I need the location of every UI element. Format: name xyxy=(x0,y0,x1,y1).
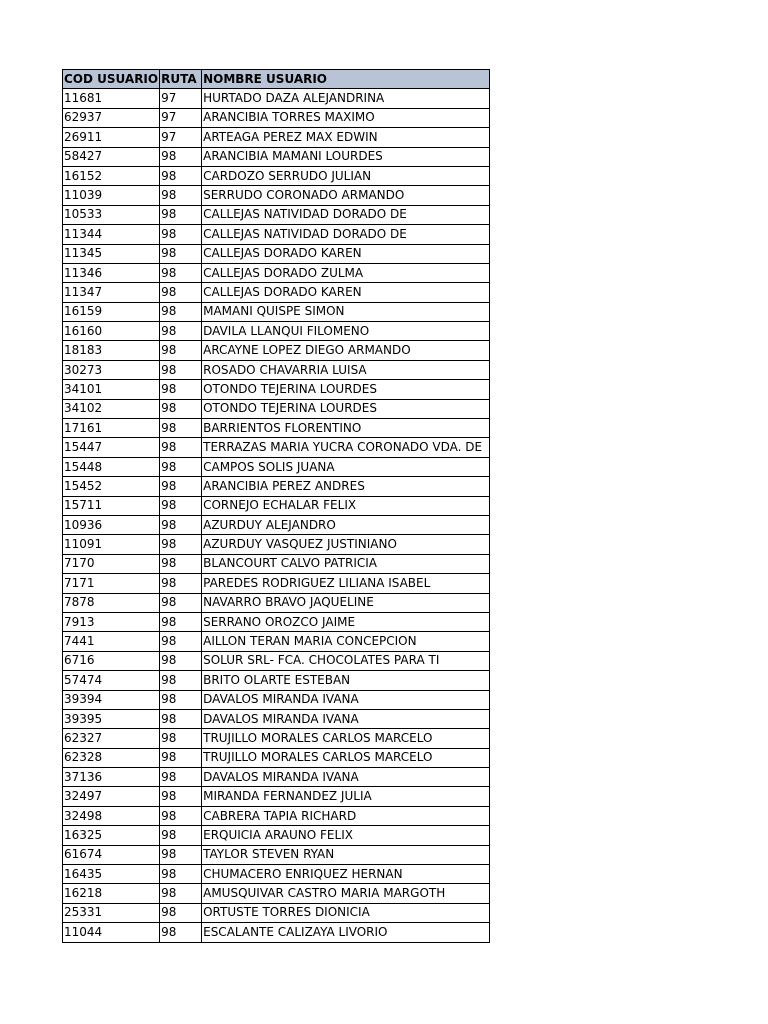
table-row xyxy=(63,147,490,166)
cell-ruta[interactable]: 98 xyxy=(160,535,202,554)
cell-nombre-usuario[interactable]: ARANCIBIA PEREZ ANDRES xyxy=(202,477,490,496)
cell-nombre-usuario[interactable]: TRUJILLO MORALES CARLOS MARCELO xyxy=(202,729,490,748)
table-row xyxy=(63,166,490,185)
cell-cod-usuario[interactable]: 25331 xyxy=(63,903,160,922)
cell-nombre-usuario[interactable]: CABRERA TAPIA RICHARD xyxy=(202,806,490,825)
cell-nombre-usuario[interactable]: BLANCOURT CALVO PATRICIA xyxy=(202,554,490,573)
cell-nombre-usuario[interactable]: DAVALOS MIRANDA IVANA xyxy=(202,690,490,709)
cell-cod-usuario[interactable]: 58427 xyxy=(63,147,160,166)
cell-nombre-usuario[interactable]: CALLEJAS DORADO KAREN xyxy=(202,244,490,263)
cell-nombre-usuario[interactable]: ORTUSTE TORRES DIONICIA xyxy=(202,903,490,922)
cell-nombre-usuario[interactable]: AZURDUY VASQUEZ JUSTINIANO xyxy=(202,535,490,554)
header-ruta[interactable]: RUTA xyxy=(160,70,202,89)
cell-cod-usuario[interactable]: 11347 xyxy=(63,283,160,302)
cell-ruta[interactable]: 98 xyxy=(160,244,202,263)
cell-cod-usuario[interactable]: 62937 xyxy=(63,108,160,127)
cell-cod-usuario[interactable]: 10936 xyxy=(63,515,160,534)
cell-cod-usuario[interactable]: 16160 xyxy=(63,322,160,341)
cell-ruta[interactable]: 98 xyxy=(160,865,202,884)
cell-ruta[interactable]: 98 xyxy=(160,612,202,631)
cell-cod-usuario[interactable]: 11345 xyxy=(63,244,160,263)
table-row xyxy=(63,360,490,379)
table-row xyxy=(63,399,490,418)
cell-nombre-usuario[interactable]: AILLON TERAN MARIA CONCEPCION xyxy=(202,632,490,651)
table-row xyxy=(63,89,490,108)
header-cod-usuario[interactable]: COD USUARIO xyxy=(63,70,160,89)
cell-cod-usuario[interactable]: 16159 xyxy=(63,302,160,321)
cell-ruta[interactable]: 98 xyxy=(160,166,202,185)
cell-nombre-usuario[interactable]: ARANCIBIA MAMANI LOURDES xyxy=(202,147,490,166)
cell-nombre-usuario[interactable]: CALLEJAS NATIVIDAD DORADO DE xyxy=(202,205,490,224)
cell-cod-usuario[interactable]: 7441 xyxy=(63,632,160,651)
table-row xyxy=(63,671,490,690)
cell-cod-usuario[interactable]: 10533 xyxy=(63,205,160,224)
table-row xyxy=(63,806,490,825)
cell-ruta[interactable]: 98 xyxy=(160,399,202,418)
cell-ruta[interactable]: 98 xyxy=(160,593,202,612)
user-route-table xyxy=(62,69,490,943)
cell-ruta[interactable]: 98 xyxy=(160,380,202,399)
cell-cod-usuario[interactable]: 7171 xyxy=(63,574,160,593)
cell-cod-usuario[interactable]: 15448 xyxy=(63,457,160,476)
cell-ruta[interactable]: 98 xyxy=(160,438,202,457)
cell-ruta[interactable]: 98 xyxy=(160,632,202,651)
cell-ruta[interactable]: 98 xyxy=(160,360,202,379)
cell-cod-usuario[interactable]: 62327 xyxy=(63,729,160,748)
cell-ruta[interactable]: 98 xyxy=(160,690,202,709)
cell-cod-usuario[interactable]: 6716 xyxy=(63,651,160,670)
table-row xyxy=(63,283,490,302)
table-row xyxy=(63,729,490,748)
cell-nombre-usuario[interactable]: TERRAZAS MARIA YUCRA CORONADO VDA. DE xyxy=(202,438,490,457)
cell-nombre-usuario[interactable]: CORNEJO ECHALAR FELIX xyxy=(202,496,490,515)
table-row xyxy=(63,593,490,612)
cell-cod-usuario[interactable]: 7878 xyxy=(63,593,160,612)
cell-cod-usuario[interactable]: 15452 xyxy=(63,477,160,496)
cell-cod-usuario[interactable]: 16325 xyxy=(63,826,160,845)
cell-nombre-usuario[interactable]: CALLEJAS DORADO KAREN xyxy=(202,283,490,302)
table-row xyxy=(63,748,490,767)
cell-ruta[interactable]: 98 xyxy=(160,205,202,224)
cell-ruta[interactable]: 98 xyxy=(160,709,202,728)
cell-nombre-usuario[interactable]: DAVALOS MIRANDA IVANA xyxy=(202,768,490,787)
table-row xyxy=(63,845,490,864)
cell-cod-usuario[interactable]: 11346 xyxy=(63,263,160,282)
cell-nombre-usuario[interactable]: CAMPOS SOLIS JUANA xyxy=(202,457,490,476)
cell-cod-usuario[interactable]: 34101 xyxy=(63,380,160,399)
cell-ruta[interactable]: 98 xyxy=(160,263,202,282)
cell-cod-usuario[interactable]: 39395 xyxy=(63,709,160,728)
cell-cod-usuario[interactable]: 61674 xyxy=(63,845,160,864)
table-row xyxy=(63,515,490,534)
table-row xyxy=(63,438,490,457)
table-row xyxy=(63,709,490,728)
cell-cod-usuario[interactable]: 15447 xyxy=(63,438,160,457)
cell-cod-usuario[interactable]: 32497 xyxy=(63,787,160,806)
table-row xyxy=(63,225,490,244)
table-row xyxy=(63,903,490,922)
cell-nombre-usuario[interactable]: ARANCIBIA TORRES MAXIMO xyxy=(202,108,490,127)
table-row xyxy=(63,865,490,884)
cell-nombre-usuario[interactable]: OTONDO TEJERINA LOURDES xyxy=(202,380,490,399)
table-row xyxy=(63,574,490,593)
cell-ruta[interactable]: 98 xyxy=(160,225,202,244)
table-row xyxy=(63,457,490,476)
table-row xyxy=(63,302,490,321)
header-nombre-usuario[interactable]: NOMBRE USUARIO xyxy=(202,70,490,89)
cell-nombre-usuario[interactable]: ARTEAGA PEREZ MAX EDWIN xyxy=(202,128,490,147)
table-row xyxy=(63,496,490,515)
cell-cod-usuario[interactable]: 34102 xyxy=(63,399,160,418)
cell-cod-usuario[interactable]: 39394 xyxy=(63,690,160,709)
cell-ruta[interactable]: 98 xyxy=(160,496,202,515)
cell-nombre-usuario[interactable]: CARDOZO SERRUDO JULIAN xyxy=(202,166,490,185)
cell-nombre-usuario[interactable]: CALLEJAS NATIVIDAD DORADO DE xyxy=(202,225,490,244)
cell-ruta[interactable]: 98 xyxy=(160,186,202,205)
cell-nombre-usuario[interactable]: SOLUR SRL- FCA. CHOCOLATES PARA TI xyxy=(202,651,490,670)
cell-nombre-usuario[interactable]: HURTADO DAZA ALEJANDRINA xyxy=(202,89,490,108)
cell-ruta[interactable]: 98 xyxy=(160,748,202,767)
cell-cod-usuario[interactable]: 11681 xyxy=(63,89,160,108)
cell-ruta[interactable]: 97 xyxy=(160,128,202,147)
table-row xyxy=(63,108,490,127)
table-row xyxy=(63,923,490,942)
table-row xyxy=(63,322,490,341)
cell-cod-usuario[interactable]: 37136 xyxy=(63,768,160,787)
cell-ruta[interactable]: 98 xyxy=(160,302,202,321)
table-row xyxy=(63,186,490,205)
cell-ruta[interactable]: 97 xyxy=(160,89,202,108)
table-row xyxy=(63,419,490,438)
cell-cod-usuario[interactable]: 32498 xyxy=(63,806,160,825)
table-row xyxy=(63,884,490,903)
table-row xyxy=(63,554,490,573)
cell-nombre-usuario[interactable]: SERRUDO CORONADO ARMANDO xyxy=(202,186,490,205)
table-row xyxy=(63,244,490,263)
cell-cod-usuario[interactable]: 15711 xyxy=(63,496,160,515)
cell-ruta[interactable]: 98 xyxy=(160,283,202,302)
table-row xyxy=(63,205,490,224)
cell-cod-usuario[interactable]: 17161 xyxy=(63,419,160,438)
cell-nombre-usuario[interactable]: DAVALOS MIRANDA IVANA xyxy=(202,709,490,728)
table-row xyxy=(63,768,490,787)
cell-cod-usuario[interactable]: 11344 xyxy=(63,225,160,244)
cell-cod-usuario[interactable]: 11044 xyxy=(63,923,160,942)
table-row xyxy=(63,651,490,670)
cell-ruta[interactable]: 98 xyxy=(160,671,202,690)
cell-nombre-usuario[interactable]: ROSADO CHAVARRIA LUISA xyxy=(202,360,490,379)
cell-ruta[interactable]: 98 xyxy=(160,477,202,496)
cell-ruta[interactable]: 98 xyxy=(160,787,202,806)
cell-ruta[interactable]: 98 xyxy=(160,322,202,341)
table-row xyxy=(63,477,490,496)
cell-ruta[interactable]: 98 xyxy=(160,457,202,476)
cell-cod-usuario[interactable]: 18183 xyxy=(63,341,160,360)
table-row xyxy=(63,341,490,360)
cell-nombre-usuario[interactable]: SERRANO OROZCO JAIME xyxy=(202,612,490,631)
cell-nombre-usuario[interactable]: ERQUICIA ARAUNO FELIX xyxy=(202,826,490,845)
cell-ruta[interactable]: 98 xyxy=(160,554,202,573)
cell-ruta[interactable]: 97 xyxy=(160,108,202,127)
cell-cod-usuario[interactable]: 7170 xyxy=(63,554,160,573)
cell-ruta[interactable]: 98 xyxy=(160,147,202,166)
cell-cod-usuario[interactable]: 62328 xyxy=(63,748,160,767)
cell-ruta[interactable]: 98 xyxy=(160,574,202,593)
cell-ruta[interactable]: 98 xyxy=(160,341,202,360)
table-row xyxy=(63,612,490,631)
cell-ruta[interactable]: 98 xyxy=(160,419,202,438)
table-row xyxy=(63,787,490,806)
cell-nombre-usuario[interactable]: AMUSQUIVAR CASTRO MARIA MARGOTH xyxy=(202,884,490,903)
table-row xyxy=(63,535,490,554)
cell-ruta[interactable]: 98 xyxy=(160,806,202,825)
cell-nombre-usuario[interactable]: TAYLOR STEVEN RYAN xyxy=(202,845,490,864)
header-row xyxy=(63,70,490,89)
cell-nombre-usuario[interactable]: ARCAYNE LOPEZ DIEGO ARMANDO xyxy=(202,341,490,360)
cell-nombre-usuario[interactable]: BARRIENTOS FLORENTINO xyxy=(202,419,490,438)
cell-nombre-usuario[interactable]: NAVARRO BRAVO JAQUELINE xyxy=(202,593,490,612)
cell-ruta[interactable]: 98 xyxy=(160,826,202,845)
cell-cod-usuario[interactable]: 11091 xyxy=(63,535,160,554)
cell-nombre-usuario[interactable]: MIRANDA FERNANDEZ JULIA xyxy=(202,787,490,806)
cell-ruta[interactable]: 98 xyxy=(160,884,202,903)
cell-nombre-usuario[interactable]: PAREDES RODRIGUEZ LILIANA ISABEL xyxy=(202,574,490,593)
cell-nombre-usuario[interactable]: ESCALANTE CALIZAYA LIVORIO xyxy=(202,923,490,942)
cell-ruta[interactable]: 98 xyxy=(160,923,202,942)
table-row xyxy=(63,380,490,399)
cell-cod-usuario[interactable]: 16435 xyxy=(63,865,160,884)
table-row xyxy=(63,826,490,845)
table-row xyxy=(63,263,490,282)
table-row xyxy=(63,690,490,709)
cell-cod-usuario[interactable]: 16218 xyxy=(63,884,160,903)
cell-cod-usuario[interactable]: 7913 xyxy=(63,612,160,631)
cell-ruta[interactable]: 98 xyxy=(160,729,202,748)
cell-cod-usuario[interactable]: 26911 xyxy=(63,128,160,147)
cell-nombre-usuario[interactable]: CHUMACERO ENRIQUEZ HERNAN xyxy=(202,865,490,884)
cell-ruta[interactable]: 98 xyxy=(160,651,202,670)
cell-cod-usuario[interactable]: 30273 xyxy=(63,360,160,379)
cell-ruta[interactable]: 98 xyxy=(160,903,202,922)
table-row xyxy=(63,128,490,147)
cell-nombre-usuario[interactable]: MAMANI QUISPE SIMON xyxy=(202,302,490,321)
cell-cod-usuario[interactable]: 11039 xyxy=(63,186,160,205)
cell-nombre-usuario[interactable]: OTONDO TEJERINA LOURDES xyxy=(202,399,490,418)
cell-nombre-usuario[interactable]: AZURDUY ALEJANDRO xyxy=(202,515,490,534)
table-row xyxy=(63,632,490,651)
cell-nombre-usuario[interactable]: TRUJILLO MORALES CARLOS MARCELO xyxy=(202,748,490,767)
cell-nombre-usuario[interactable]: CALLEJAS DORADO ZULMA xyxy=(202,263,490,282)
cell-ruta[interactable]: 98 xyxy=(160,768,202,787)
cell-nombre-usuario[interactable]: BRITO OLARTE ESTEBAN xyxy=(202,671,490,690)
cell-ruta[interactable]: 98 xyxy=(160,515,202,534)
cell-cod-usuario[interactable]: 57474 xyxy=(63,671,160,690)
cell-nombre-usuario[interactable]: DAVILA LLANQUI FILOMENO xyxy=(202,322,490,341)
cell-cod-usuario[interactable]: 16152 xyxy=(63,166,160,185)
cell-ruta[interactable]: 98 xyxy=(160,845,202,864)
